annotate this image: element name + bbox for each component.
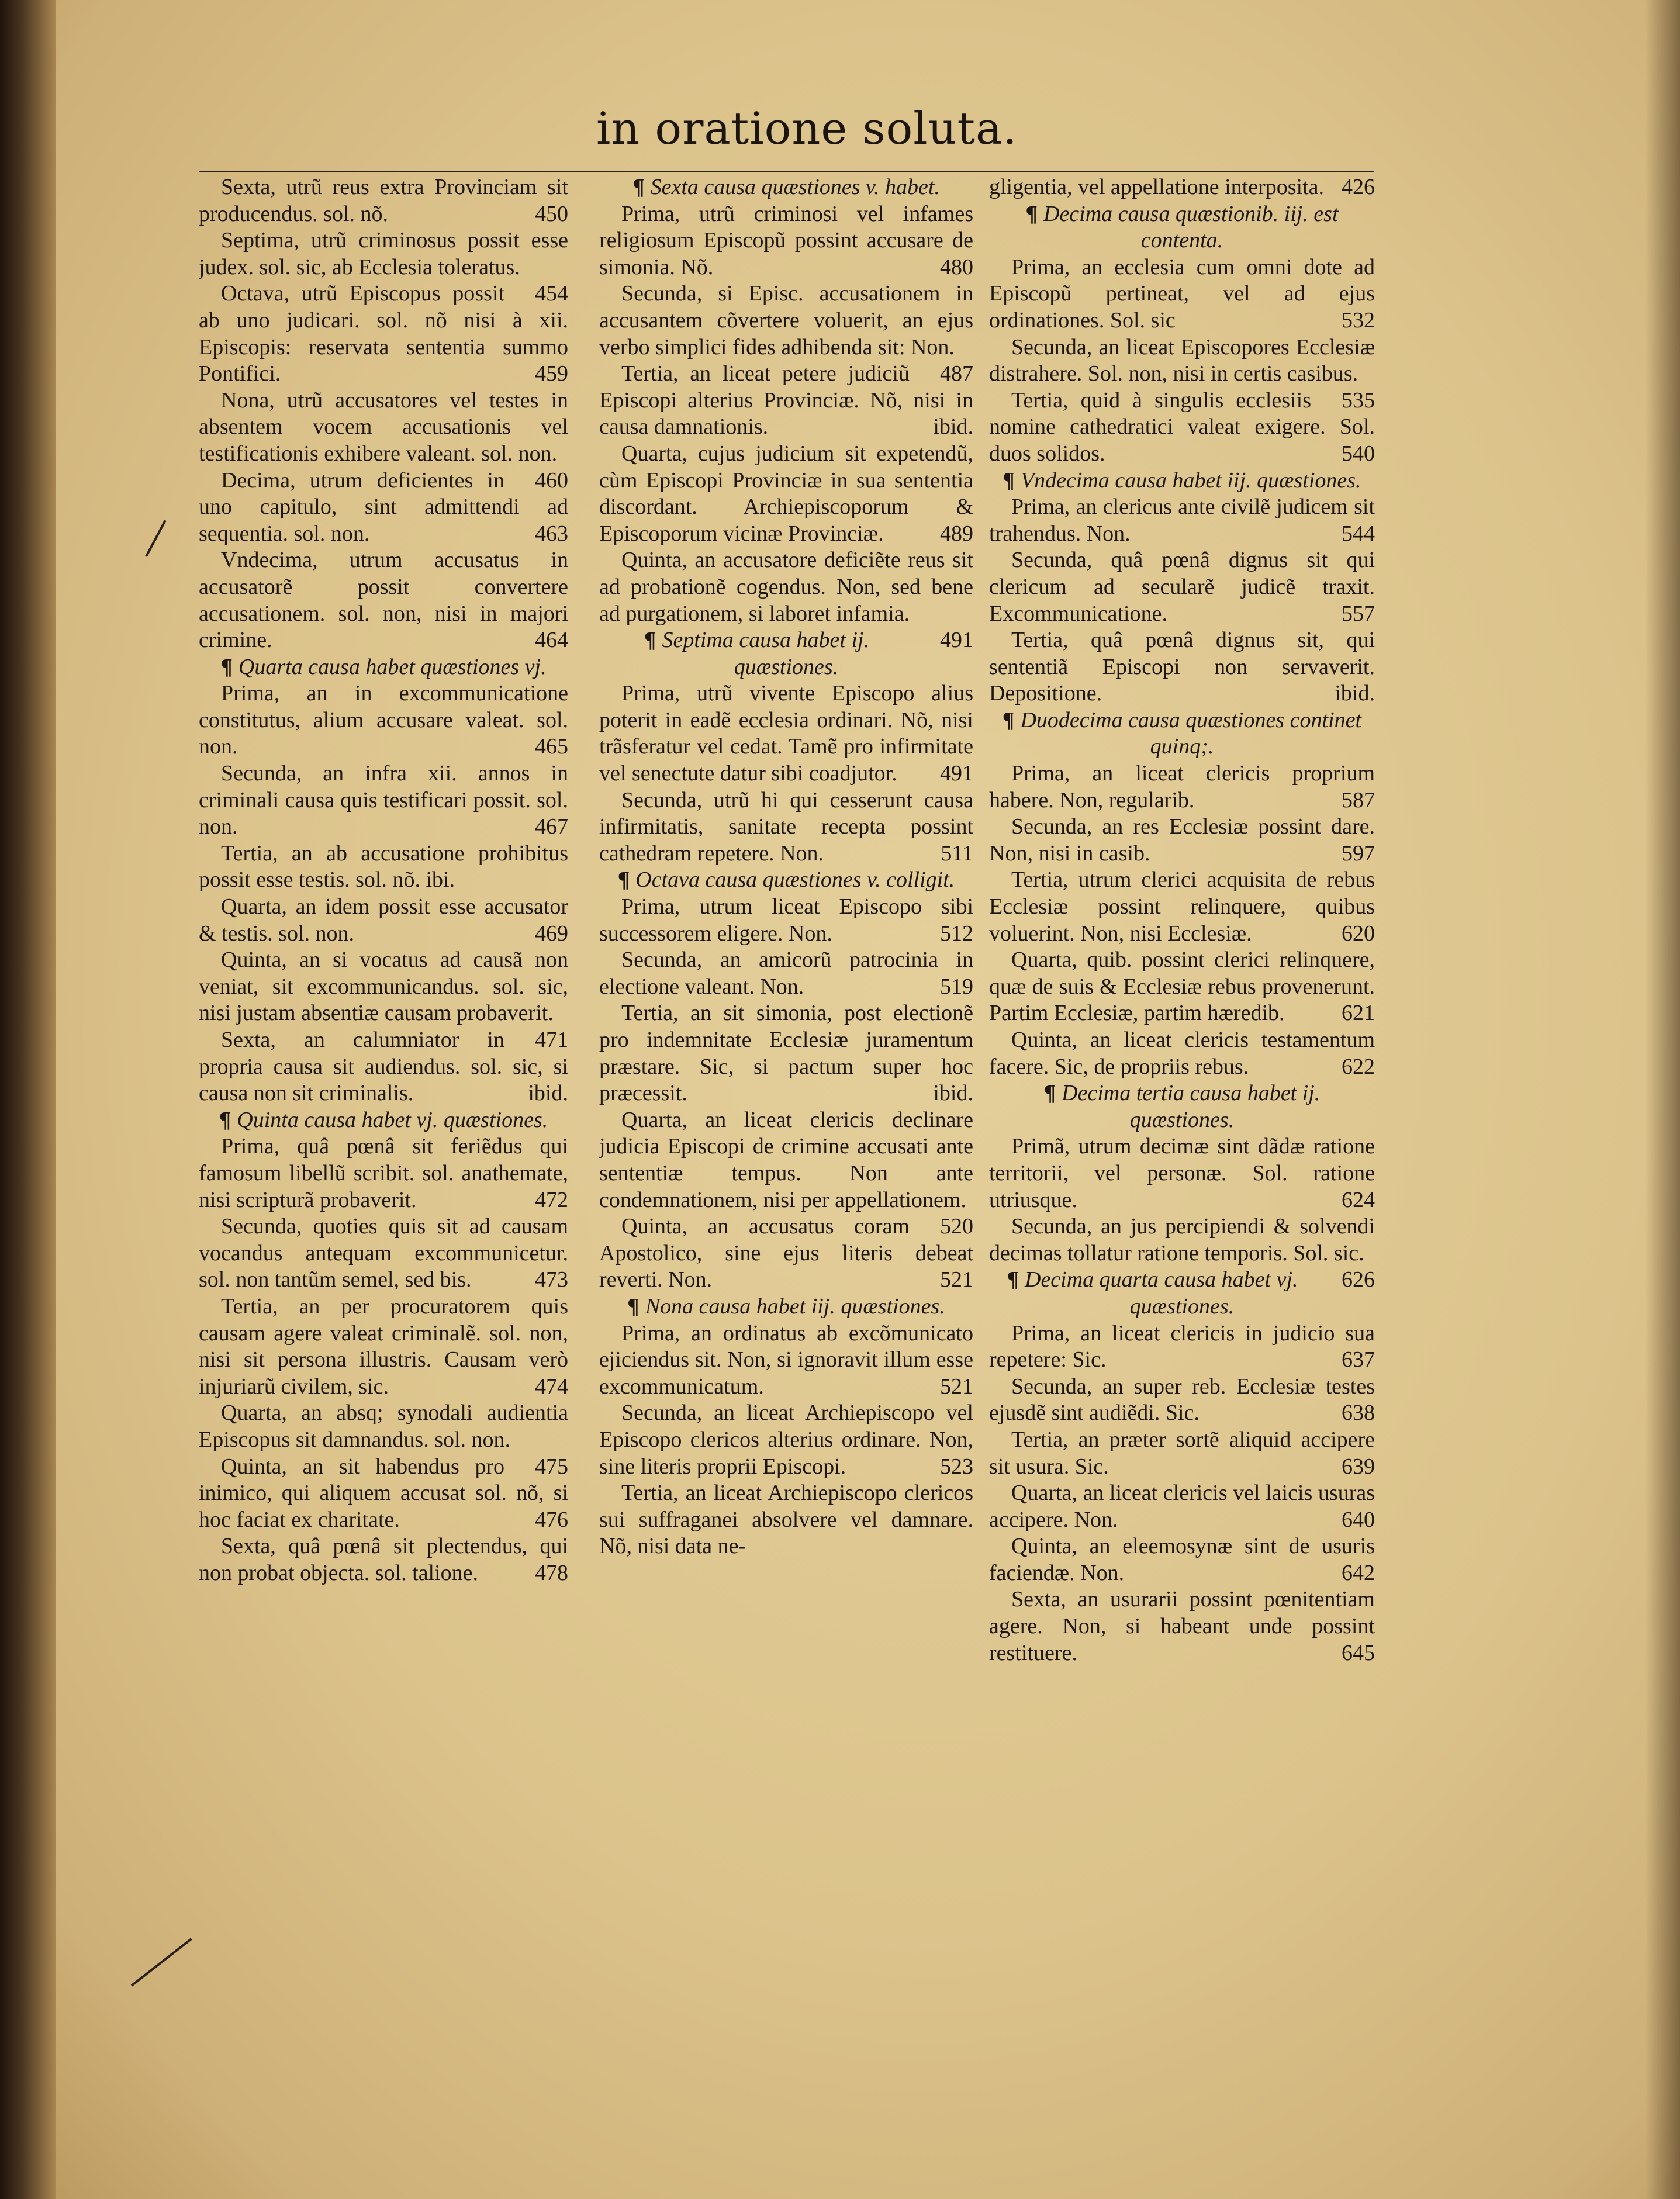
index-entry: [989, 174, 1375, 201]
page-number: 467: [535, 814, 568, 839]
page-number: 645: [1342, 1640, 1375, 1665]
margin-pen-mark: [145, 520, 166, 557]
page-number: 459: [535, 361, 568, 386]
index-entry: [199, 894, 568, 947]
index-entry: [599, 361, 973, 441]
causa-heading-text: Decima quarta causa habet vj. quæstiones.: [1025, 1267, 1298, 1319]
index-entry: [199, 841, 568, 894]
index-entry-text: Secunda, an res Ecclesiæ possint dare. Non, nisi in casib.: [989, 814, 1375, 866]
index-entry: [599, 1400, 973, 1480]
page-number: ibid.: [933, 414, 973, 440]
page-number: 540: [1342, 441, 1375, 466]
pilcrow-icon: ¶: [627, 1294, 639, 1319]
index-column-1: [199, 174, 568, 2062]
page-number: 519: [940, 974, 973, 999]
page-number: 491: [940, 761, 973, 786]
index-entry-text: Tertia, quâ pœnâ dignus sit, qui sententiã Episcopi non servaverit. Depositione.: [989, 628, 1375, 706]
index-entry: [199, 547, 568, 654]
index-entry: [989, 494, 1375, 547]
index-entry: [989, 627, 1375, 707]
index-column-2: [599, 174, 973, 2062]
index-entry-text: Septima, utrũ criminosus possit esse judex. sol. sic, ab Ecclesia toleratus.: [199, 228, 568, 279]
causa-heading: [199, 654, 568, 681]
index-entry-text: Tertia, utrum clerici acquisita de rebus Ecclesiæ possint relinquere, quibus voluerint. Non, nisi Ecclesiæ.: [989, 867, 1375, 946]
index-entry-text: Decima, utrum deficientes in uno capitulo, sint admittendi ad sequentia. sol. non.: [199, 468, 568, 546]
causa-heading-text: Quinta causa habet vj. quæstiones.: [237, 1107, 548, 1132]
index-entry-text: Quarta, cujus judicium sit expetendũ, cùm Episcopi Provinciæ in sua sententia discordant. Archiepiscoporum & Episcoporum vicinæ Provinciæ.: [599, 441, 973, 546]
causa-heading-text: Duodecima causa quæstiones continet quinq;.: [1020, 707, 1362, 759]
index-entry: [989, 1213, 1375, 1292]
page-number: 450: [535, 201, 568, 226]
causa-heading-text: Decima tertia causa habet ij. quæstiones.: [1062, 1081, 1321, 1132]
index-entry-text: Secunda, an jus percipiendi & solvendi decimas tollatur ratione temporis. Sol. sic.: [989, 1214, 1375, 1266]
index-entry-text: Tertia, an præter sortẽ aliquid accipere sit usura. Sic.: [989, 1427, 1375, 1479]
page-number: 472: [535, 1187, 568, 1212]
index-entry: [989, 1320, 1375, 1374]
page-number: 621: [1342, 1001, 1375, 1026]
page-number: 512: [940, 921, 973, 946]
index-entry: [199, 1213, 568, 1294]
page-number: 521: [940, 1374, 973, 1399]
index-entry-text: Primã, utrum decimæ sint dãdæ ratione territorii, vel personæ. Sol. ratione utriusque.: [989, 1134, 1375, 1212]
index-entry-text: Prima, utrum liceat Episcopo sibi successorem eligere. Non.: [599, 894, 973, 946]
page-number: 557: [1342, 601, 1375, 626]
index-entry: [989, 254, 1375, 334]
index-entry: [599, 1320, 973, 1401]
index-entry-text: Tertia, an ab accusatione prohibitus possit esse testis. sol. nõ. ibi.: [199, 841, 568, 893]
causa-heading: [599, 867, 973, 894]
index-entry: [199, 1400, 568, 1479]
index-entry-text: Secunda, an super reb. Ecclesiæ testes ejusdẽ sint audiẽdi. Sic.: [989, 1374, 1375, 1426]
causa-heading-text: Decima causa quæstionib. iij. est contenta.: [1043, 201, 1339, 253]
index-entry-text: Secunda, utrũ hi qui cesserunt causa infirmitatis, sanitate recepta possint cathedram repetere. Non.: [599, 787, 973, 866]
index-entry: [989, 1133, 1375, 1213]
page-edge-shadow: [1645, 0, 1680, 2199]
index-entry-text: Secunda, an liceat Episcopores Ecclesiæ distrahere. Sol. non, nisi in certis casibus.: [989, 334, 1375, 386]
index-entry: [199, 1294, 568, 1400]
index-entry: [599, 441, 973, 547]
page-number: 489: [940, 521, 973, 546]
causa-heading-text: Sexta causa quæstiones v. habet.: [650, 175, 940, 199]
page-number: 491: [940, 628, 973, 653]
index-entry-text: Prima, utrũ vivente Episcopo alius poterit in eadẽ ecclesia ordinari. Nõ, nisi trãsferatur vel cedat. Tamẽ pro infirmitate vel senectute datur sibi coadjutor.: [599, 681, 973, 786]
index-entry: [989, 1027, 1375, 1080]
margin-pen-mark: [131, 1938, 192, 1986]
index-entry-text: Quarta, quib. possint clerici relinquere, quæ de suis & Ecclesiæ rebus provenerunt. Partim Ecclesiæ, partim hæredib.: [989, 948, 1375, 1026]
index-entry-text: Quarta, an liceat clericis vel laicis usuras accipere. Non.: [989, 1481, 1375, 1532]
index-entry-text: Quarta, an absq; synodali audientia Episcopus sit damnandus. sol. non.: [199, 1401, 568, 1452]
index-entry-text: Secunda, an infra xii. annos in criminali causa quis testificari possit. sol. non.: [199, 761, 568, 839]
index-entry-text: Prima, an liceat clericis proprium habere. Non, regularib.: [989, 761, 1375, 812]
pilcrow-icon: ¶: [1007, 1267, 1019, 1292]
causa-heading-text: Quarta causa habet quæstiones vj.: [238, 654, 547, 679]
index-entry: [599, 1213, 973, 1294]
index-entry-text: Prima, an clericus ante civilẽ judicem sit trahendus. Non.: [989, 495, 1375, 546]
index-entry: [599, 1480, 973, 1560]
index-entry-text: Sexta, utrũ reus extra Provinciam sit producendus. sol. nõ.: [199, 175, 568, 226]
page-number: ibid.: [1335, 681, 1375, 706]
index-entry-text: Prima, an ecclesia cum omni dote ad Episcopũ pertineat, vel ad ejus ordinationes. Sol. sic: [989, 254, 1375, 333]
page-number: 642: [1342, 1560, 1375, 1585]
index-entry: [199, 1133, 568, 1213]
page-number: 626: [1342, 1267, 1375, 1292]
index-entry-text: Prima, quâ pœnâ sit feriẽdus qui famosum libellũ scribit. sol. anathemate, nisi scripturã probaverit.: [199, 1134, 568, 1212]
causa-heading: [989, 1267, 1375, 1320]
index-entry-text: Prima, an ordinatus ab excõmunicato ejiciendus sit. Non, si ignoravit illum esse excommunicatum.: [599, 1320, 973, 1399]
causa-heading: [599, 1294, 973, 1320]
page-number: 638: [1342, 1401, 1375, 1426]
index-entry-text: Prima, an in excommunicatione constitutus, alium accusare valeat. sol. non.: [199, 681, 568, 759]
head-rule: [199, 171, 1374, 172]
page-number: 476: [535, 1507, 568, 1532]
causa-heading: [989, 1080, 1375, 1133]
index-entry-text: gligentia, vel appellatione interposita.: [989, 175, 1324, 199]
index-entry-text: Secunda, an liceat Archiepiscopo vel Episcopo clericos alterius ordinare. Non, sine literis proprii Episcopi.: [599, 1401, 973, 1479]
page-number: 637: [1342, 1347, 1375, 1372]
page-number: ibid.: [933, 1081, 973, 1106]
page-number: 464: [535, 628, 568, 653]
index-entry: [199, 227, 568, 306]
index-entry-text: Nona, utrũ accusatores vel testes in absentem vocem accusationis vel testificationis exhibere valeant. sol. non.: [199, 388, 568, 466]
causa-heading-text: Septima causa habet ij. quæstiones.: [662, 628, 870, 679]
index-entry-text: Tertia, an sit simonia, post electionẽ pro indemnitate Ecclesiæ juramentum præstare. Sic, si pactum super hoc præcessit.: [599, 1001, 973, 1106]
index-entry-text: Secunda, quoties quis sit ad causam vocandus antequam excommunicetur. sol. non tantũm semel, sed bis.: [199, 1214, 568, 1292]
index-entry: [599, 1000, 973, 1107]
page-number: 469: [535, 921, 568, 946]
page-number: 639: [1342, 1454, 1375, 1479]
index-entry: [989, 1427, 1375, 1480]
page-number: ibid.: [528, 1081, 568, 1106]
pilcrow-icon: ¶: [220, 654, 233, 679]
page-number: 475: [535, 1454, 568, 1479]
page-number: 523: [940, 1454, 973, 1479]
page-number: 620: [1342, 921, 1375, 946]
page-number: 465: [535, 734, 568, 759]
index-entry: [989, 1374, 1375, 1427]
index-entry-text: Quinta, an accusatus coram Apostolico, sine ejus literis debeat reverti. Non.: [599, 1214, 973, 1292]
causa-heading: [599, 174, 973, 201]
causa-heading-text: Octava causa quæstiones v. colligit.: [635, 867, 955, 893]
causa-heading: [599, 627, 973, 680]
page-number: 480: [940, 254, 973, 279]
pilcrow-icon: ¶: [632, 175, 645, 199]
index-entry: [989, 1586, 1375, 1666]
index-entry: [599, 787, 973, 867]
pilcrow-icon: ¶: [1025, 201, 1038, 226]
index-entry: [599, 547, 973, 653]
page-number: 473: [535, 1267, 568, 1292]
causa-heading: [989, 707, 1375, 760]
index-entry: [989, 867, 1375, 947]
page-number: 520: [940, 1214, 973, 1239]
index-entry-text: Tertia, an liceat petere judiciũ Episcopi alterius Provinciæ. Nõ, nisi in causa damnationis.: [599, 361, 973, 440]
index-column-3: [989, 174, 1375, 2062]
index-entry: [989, 388, 1375, 468]
index-entry-text: Quinta, an sit habendus pro inimico, qui aliquem accusat sol. nõ, si hoc faciat ex charitate.: [199, 1454, 568, 1532]
page-number: 454: [535, 281, 568, 306]
index-entry-text: Vndecima, utrum accusatus in accusatorẽ possit convertere accusationem. sol. non, nisi in majori crimine.: [199, 548, 568, 653]
index-entry-text: Octava, utrũ Episcopus possit ab uno judicari. sol. nõ nisi à xii. Episcopis: reservata sententia summo Pontifici.: [199, 281, 568, 386]
index-entry: [599, 281, 973, 386]
pilcrow-icon: ¶: [1002, 707, 1015, 732]
page-number: 597: [1342, 841, 1375, 866]
index-entry-text: Quarta, an liceat clericis declinare judicia Episcopi de crimine accusati ante sententiæ tempus. Non ante condemnationem, nisi per appellationem.: [599, 1107, 973, 1212]
pilcrow-icon: ¶: [219, 1107, 231, 1132]
page-number: 460: [535, 468, 568, 493]
index-entry: [199, 1533, 568, 1586]
index-entry-text: Quinta, an accusatore deficiẽte reus sit ad probationẽ cogendus. Non, sed bene ad purgationem, si laboret infamia.: [599, 548, 973, 626]
pilcrow-icon: ¶: [1043, 1081, 1056, 1106]
index-entry-text: Quinta, an liceat clericis testamentum facere. Sic, de propriis rebus.: [989, 1028, 1375, 1079]
page-number: 511: [941, 841, 973, 866]
page-number: 463: [535, 521, 568, 546]
causa-heading-text: Nona causa habet iij. quæstiones.: [645, 1294, 945, 1319]
page-number: 587: [1342, 787, 1375, 812]
book-gutter: [0, 0, 56, 2199]
index-entry-text: Quinta, an eleemosynæ sint de usuris faciendæ. Non.: [989, 1534, 1375, 1585]
index-entry-text: Secunda, an amicorũ patrocinia in electione valeant. Non.: [599, 948, 973, 999]
page-number: 474: [535, 1374, 568, 1399]
index-entry: [199, 947, 568, 1052]
page-number: 471: [535, 1028, 568, 1052]
page-number: 426: [1342, 175, 1375, 199]
index-entry: [599, 680, 973, 787]
page-number: 487: [940, 361, 973, 386]
page-number: 640: [1342, 1507, 1375, 1532]
index-entry-text: Tertia, quid à singulis ecclesiis nomine cathedratici valeat exigere. Sol. duos solidos.: [989, 388, 1375, 466]
index-entry: [989, 547, 1375, 627]
index-entry: [599, 947, 973, 1000]
index-entry-text: Tertia, an per procuratorem quis causam agere valeat criminalẽ. sol. non, nisi sit persona illustris. Causam verò injuriarũ civilem, sic.: [199, 1294, 568, 1399]
causa-heading: [989, 201, 1375, 254]
index-entry-text: Secunda, si Episc. accusationem in accusantem cõvertere voluerit, an ejus verbo simplici fides adhibenda sit: Non.: [599, 281, 973, 359]
index-entry: [989, 814, 1375, 867]
running-head: in oratione soluta.: [596, 102, 1018, 154]
page-number: 622: [1342, 1054, 1375, 1079]
index-entry-text: Quinta, an si vocatus ad causã non veniat, sit excommunicandus. sol. sic, nisi justam absentiæ causam probaverit.: [199, 948, 568, 1026]
pilcrow-icon: ¶: [617, 867, 630, 893]
index-entry-text: Quarta, an idem possit esse accusator & testis. sol. non.: [199, 894, 568, 946]
index-entry: [199, 680, 568, 760]
causa-heading-text: Vndecima causa habet iij. quæstiones.: [1020, 468, 1361, 493]
index-entry: [199, 760, 568, 841]
index-entry-text: Tertia, an liceat Archiepiscopo clericos sui suffraganei absolvere vel damnare. Nõ, nisi data ne-: [599, 1481, 973, 1559]
index-entry-text: Prima, an liceat clericis in judicio sua repetere: Sic.: [989, 1320, 1375, 1372]
page-number: 521: [940, 1267, 973, 1292]
index-entry: [989, 1533, 1375, 1586]
page-number: 532: [1342, 307, 1375, 333]
index-entry-text: Secunda, quâ pœnâ dignus sit qui clericum ad secularẽ judicẽ traxit. Excommunicatione.: [989, 548, 1375, 626]
index-entry: [199, 388, 568, 493]
index-entry-text: Prima, utrũ criminosi vel infames religiosum Episcopũ possint accusare de simonia. Nõ.: [599, 201, 973, 279]
index-entry-text: Sexta, an calumniator in propria causa sit audiendus. sol. sic, si causa non sit criminalis.: [199, 1028, 568, 1106]
page-number: 544: [1342, 521, 1375, 546]
index-entry: [599, 1107, 973, 1239]
pilcrow-icon: ¶: [1003, 468, 1015, 493]
index-entry-text: Sexta, an usurarii possint pœnitentiam agere. Non, si habeant unde possint restituere.: [989, 1587, 1375, 1665]
page-number: 478: [535, 1560, 568, 1585]
causa-heading: [199, 1107, 568, 1134]
index-entry: [989, 760, 1375, 814]
index-entry-text: Sexta, quâ pœnâ sit plectendus, qui non probat objecta. sol. talione.: [199, 1534, 568, 1585]
page-number: 535: [1342, 388, 1375, 413]
index-entry: [989, 947, 1375, 1027]
pilcrow-icon: ¶: [644, 628, 656, 653]
index-entry: [989, 334, 1375, 413]
page-number: 624: [1342, 1187, 1375, 1212]
index-entry: [989, 1480, 1375, 1533]
index-entry: [199, 174, 568, 227]
causa-heading: [989, 468, 1375, 495]
index-entry: [599, 894, 973, 947]
index-entry: [599, 201, 973, 281]
